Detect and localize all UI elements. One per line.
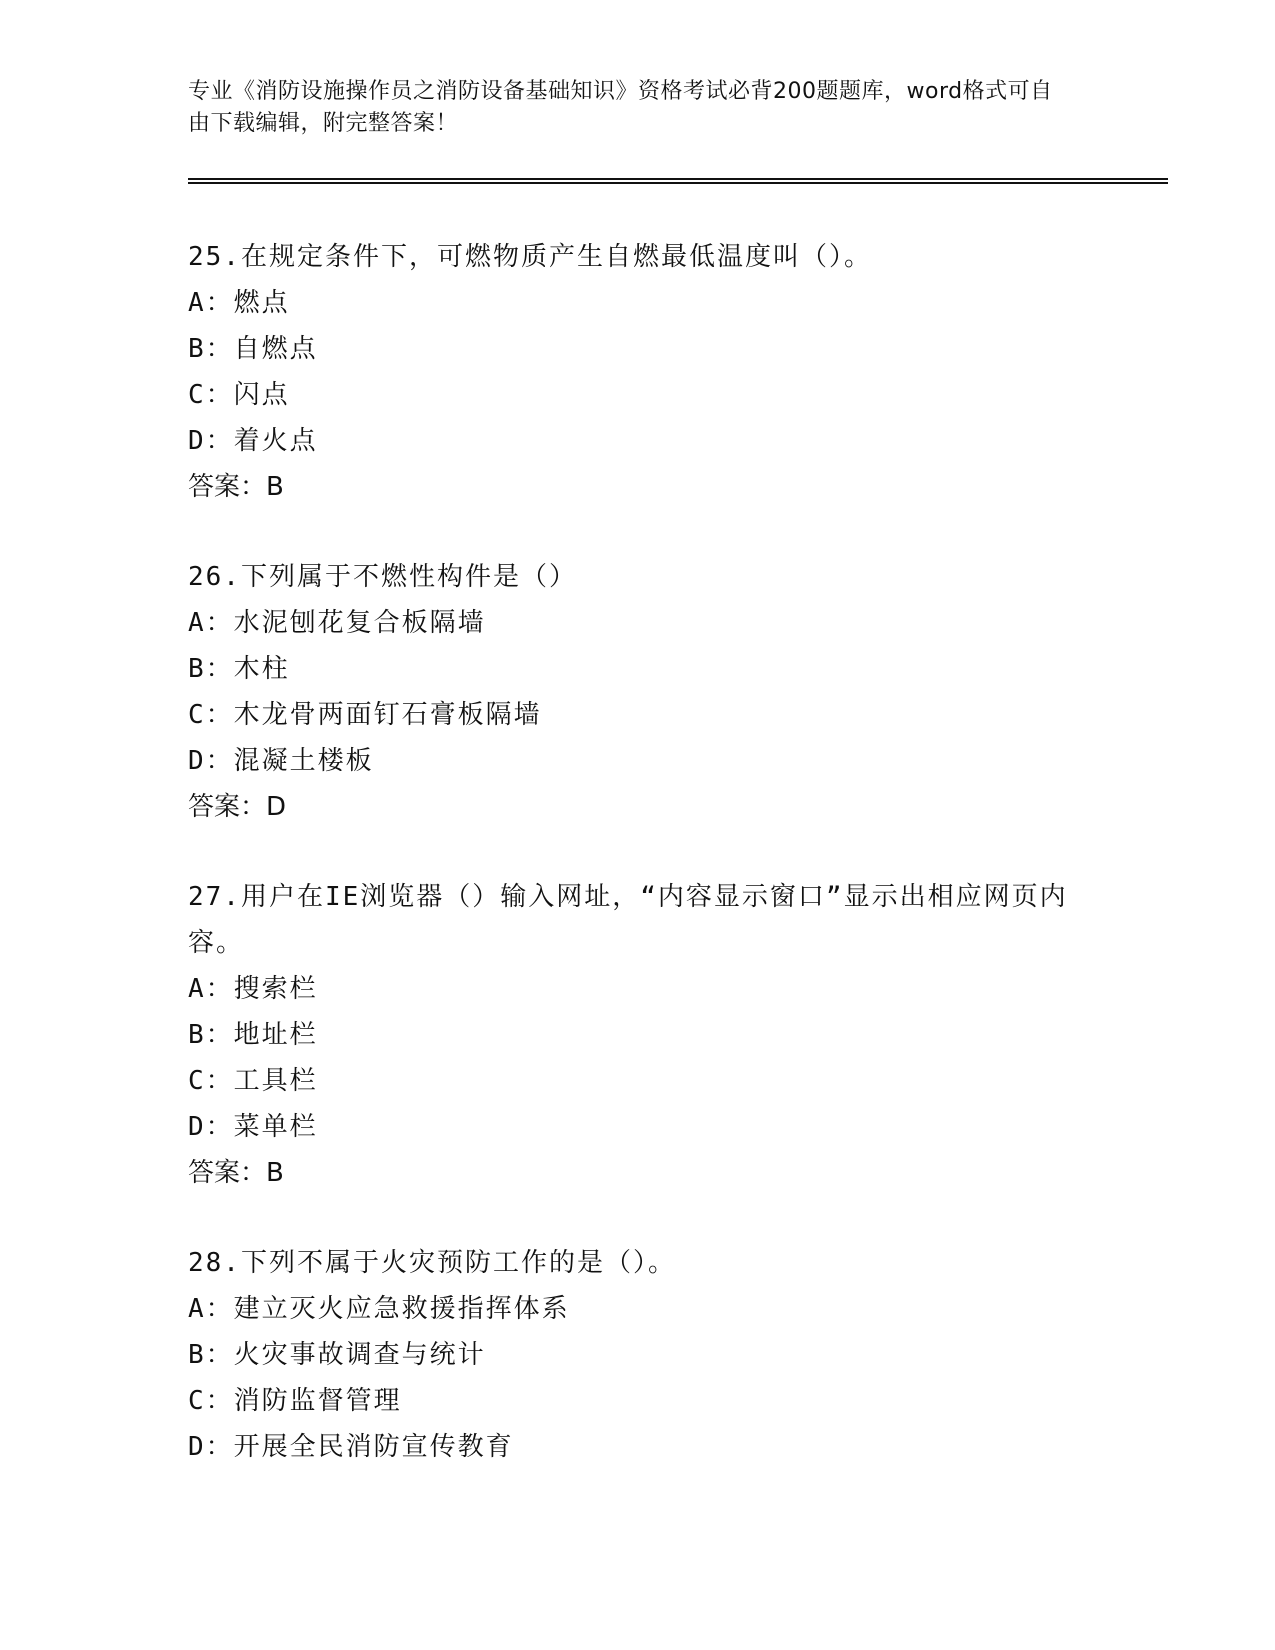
question-stem: 25.在规定条件下，可燃物质产生自燃最低温度叫（）。 bbox=[188, 242, 872, 272]
option-b: B：自燃点 bbox=[188, 334, 318, 364]
question-27 bbox=[188, 874, 1068, 1196]
answer-line: 答案：B bbox=[188, 472, 284, 502]
option-c: C：闪点 bbox=[188, 380, 290, 410]
header-divider bbox=[188, 178, 1168, 184]
option-a: A：燃点 bbox=[188, 288, 290, 318]
document-header: 专业《消防设施操作员之消防设备基础知识》资格考试必背200题题库，word格式可自由下载编辑，附完整答案！ bbox=[188, 79, 1053, 136]
option-c: C：木龙骨两面钉石膏板隔墙 bbox=[188, 700, 542, 730]
option-b: B：木柱 bbox=[188, 654, 290, 684]
question-28 bbox=[188, 1240, 1068, 1470]
option-c: C：工具栏 bbox=[188, 1066, 318, 1096]
option-d: D：开展全民消防宣传教育 bbox=[188, 1432, 514, 1462]
question-stem: 28.下列不属于火灾预防工作的是（）。 bbox=[188, 1248, 676, 1278]
option-d: D：着火点 bbox=[188, 426, 318, 456]
option-c: C：消防监督管理 bbox=[188, 1386, 402, 1416]
question-stem: 27.用户在IE浏览器（）输入网址，“内容显示窗口”显示出相应网页内容。 bbox=[188, 882, 1068, 958]
option-d: D：菜单栏 bbox=[188, 1112, 318, 1142]
question-26 bbox=[188, 554, 1068, 830]
option-a: A：建立灭火应急救援指挥体系 bbox=[188, 1294, 570, 1324]
question-stem: 26.下列属于不燃性构件是（） bbox=[188, 562, 577, 592]
answer-line: 答案：D bbox=[188, 792, 287, 822]
question-25 bbox=[188, 234, 1068, 510]
option-b: B：火灾事故调查与统计 bbox=[188, 1340, 486, 1370]
option-d: D：混凝土楼板 bbox=[188, 746, 374, 776]
answer-line: 答案：B bbox=[188, 1158, 284, 1188]
option-a: A：水泥刨花复合板隔墙 bbox=[188, 608, 486, 638]
option-a: A：搜索栏 bbox=[188, 974, 318, 1004]
option-b: B：地址栏 bbox=[188, 1020, 318, 1050]
